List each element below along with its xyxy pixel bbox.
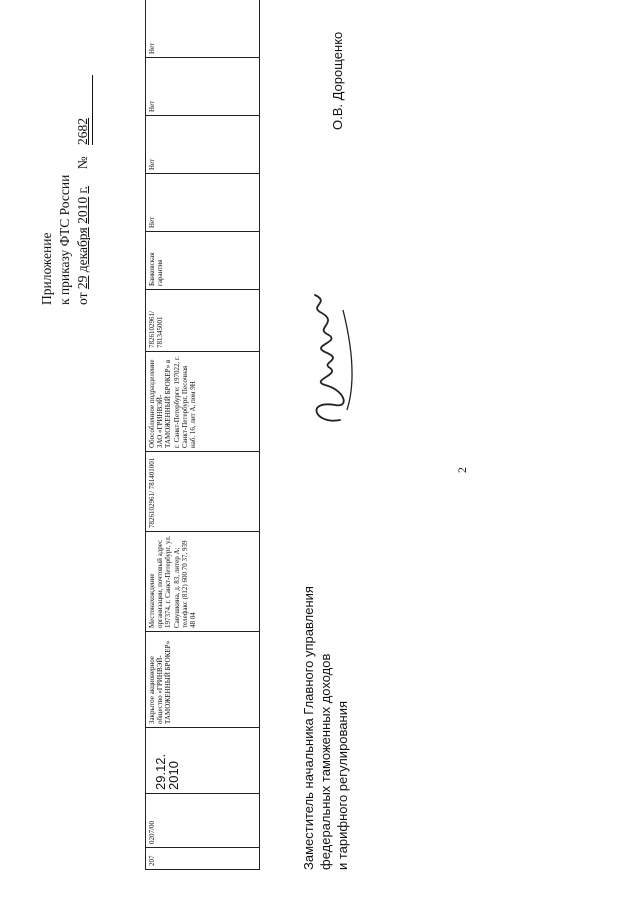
cell-branch: Обособленное подразделение ЗАО «ГРИНВЭЙ-ТАМОЖЕННЫЙ БРОКЕР» в г. Санкт-Петербурге: 197022, г. Санкт-Петербург, Песочная наб. 16, лит А, пом 9Н xyxy=(146,352,260,452)
signatory-title-line3: и тарифного регулирования xyxy=(335,701,350,870)
approval-number: 2682 xyxy=(75,117,90,145)
signatory-title-line1: Заместитель начальника Главного управления xyxy=(301,586,316,870)
cell-address: Местонахождение организации, почтовый адрес 197374, г. Санкт-Петербург, ул. Савушкина, д. 83, литер А; телефакс (812) 600 70 37, 939 48 04 xyxy=(146,532,260,632)
cell-reg-num: 207 xyxy=(146,848,260,870)
cell-code: 0207/00 xyxy=(146,794,260,848)
approval-from: от xyxy=(75,292,90,305)
cell-branch-inn-kpp: 7826102961/ 781345001 xyxy=(146,290,260,352)
approval-day: 29 xyxy=(75,275,90,290)
approval-line3 xyxy=(74,75,93,305)
approval-line2: к приказу ФТС России xyxy=(57,174,72,305)
table-row xyxy=(146,0,260,870)
approval-block xyxy=(38,75,93,305)
cell-guarantee: Банковская гарантия xyxy=(146,232,260,290)
cell-no-2: Нет xyxy=(146,116,260,174)
page-number: 2 xyxy=(455,467,469,473)
approval-year: 2010 xyxy=(75,196,90,224)
cell-no-3: Нет xyxy=(146,58,260,116)
signatory-name: О.В. Дорощенко xyxy=(330,31,345,130)
approval-line1: Приложение xyxy=(39,232,54,305)
cell-no-4: Нет xyxy=(146,0,260,58)
signatory-title-line2: федеральных таможенных доходов xyxy=(318,653,333,870)
signatory-title xyxy=(300,586,351,870)
cell-date: 29.12. 2010 xyxy=(146,728,260,794)
cell-org-name: Закрытое акционерное общество «ГРИНВЭЙ-ТАМОЖЕННЫЙ БРОКЕР» xyxy=(146,632,260,728)
cell-inn-kpp: 7826102961/ 781401001 xyxy=(146,452,260,532)
approval-year-suffix: г. xyxy=(75,186,90,194)
cell-no-1: Нет xyxy=(146,174,260,232)
approval-number-label: № xyxy=(75,156,90,170)
handwritten-signature-icon xyxy=(285,290,365,430)
approval-month: декабря xyxy=(75,227,90,273)
registry-table xyxy=(145,0,260,870)
